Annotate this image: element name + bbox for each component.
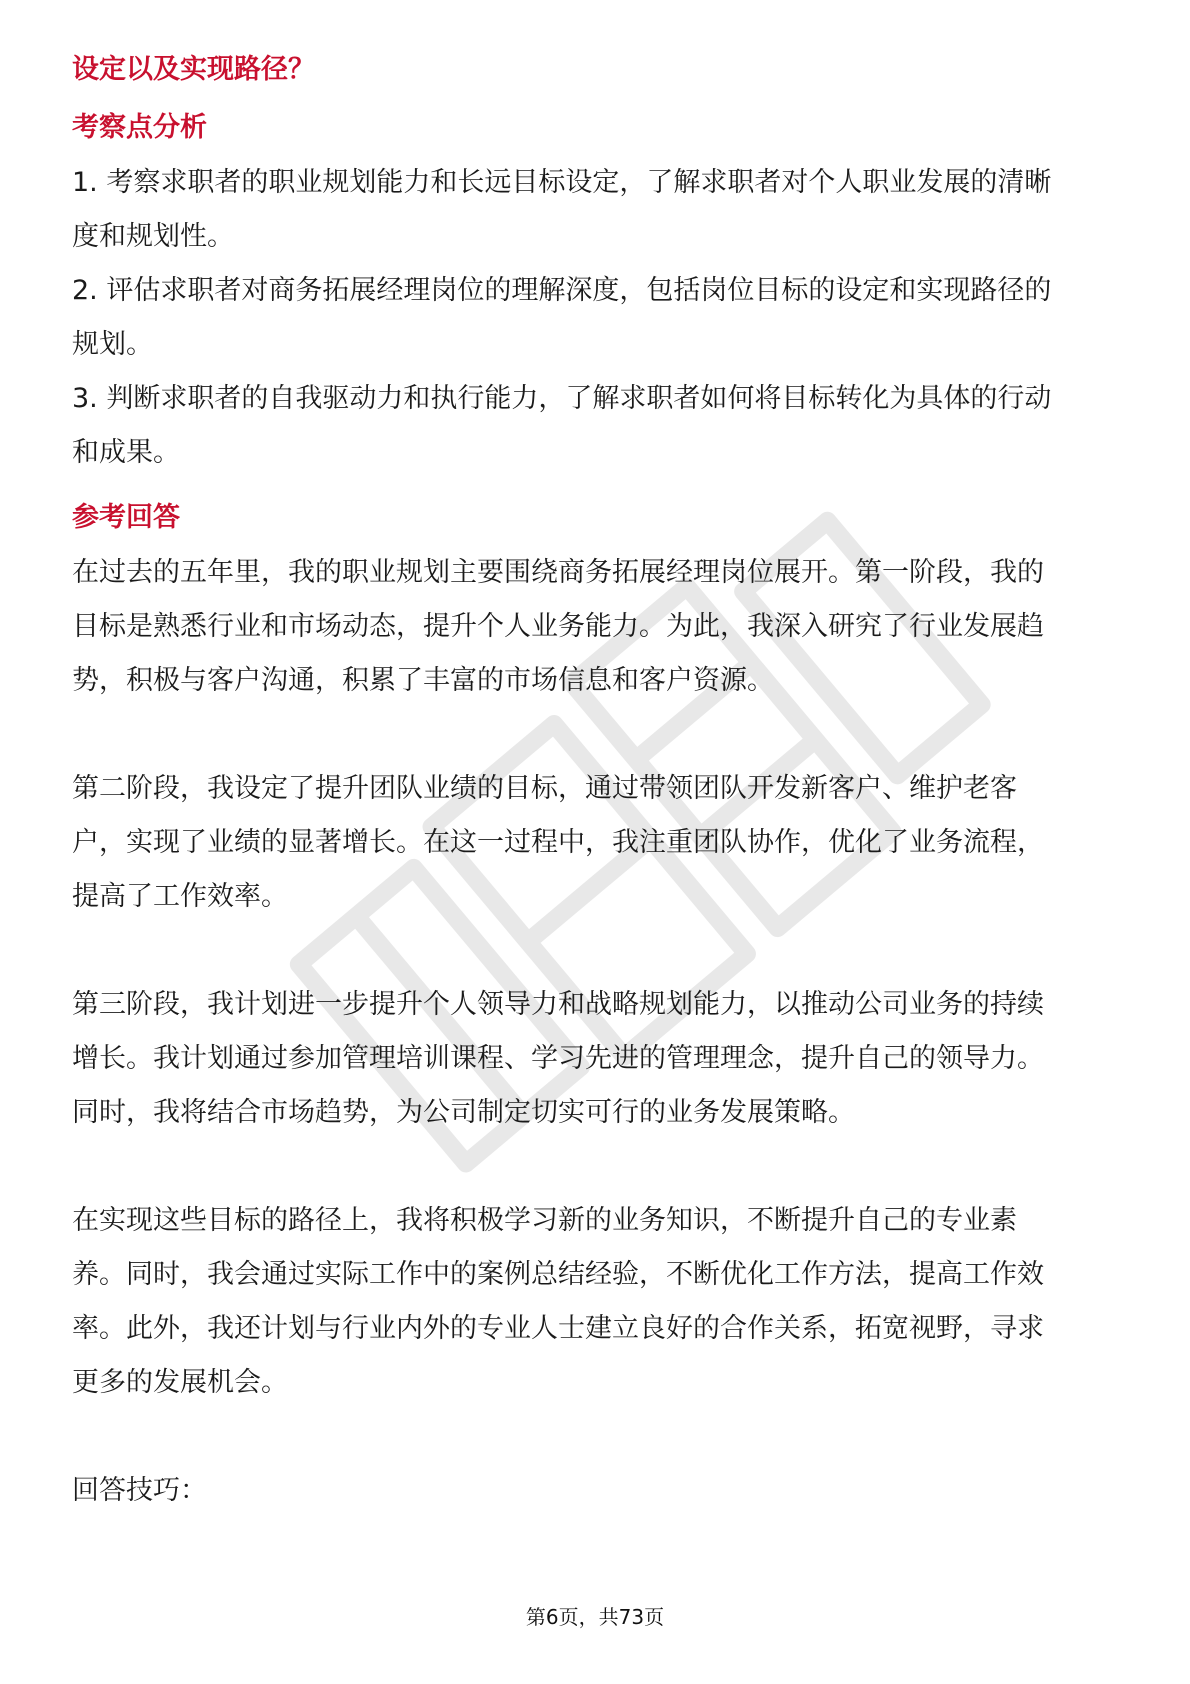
answer-paragraph-4-line: 率。此外，我还计划与行业内外的专业人士建立良好的合作关系，拓宽视野，寻求 xyxy=(72,1313,1044,1344)
answer-paragraph-2-line: 第二阶段，我设定了提升团队业绩的目标，通过带领团队开发新客户、维护老客 xyxy=(72,773,1017,804)
page-content xyxy=(72,50,1122,1518)
answer-paragraph-4-line: 养。同时，我会通过实际工作中的案例总结经验，不断优化工作方法，提高工作效 xyxy=(72,1259,1044,1290)
question-title-continuation: 设定以及实现路径？ xyxy=(72,54,315,85)
analysis-line: 2. 评估求职者对商务拓展经理岗位的理解深度，包括岗位目标的设定和实现路径的 xyxy=(72,275,1052,306)
answer-heading: 参考回答 xyxy=(72,502,180,533)
analysis-line: 和成果。 xyxy=(72,437,180,468)
answer-paragraph-3-line: 同时，我将结合市场趋势，为公司制定切实可行的业务发展策略。 xyxy=(72,1097,855,1128)
answer-paragraph-2-line: 提高了工作效率。 xyxy=(72,881,288,912)
answer-paragraph-1-line: 目标是熟悉行业和市场动态，提升个人业务能力。为此，我深入研究了行业发展趋 xyxy=(72,611,1044,642)
analysis-line: 度和规划性。 xyxy=(72,221,234,252)
answer-paragraph-1-line: 在过去的五年里，我的职业规划主要围绕商务拓展经理岗位展开。第一阶段，我的 xyxy=(72,557,1044,588)
answer-paragraph-2-line: 户，实现了业绩的显著增长。在这一过程中，我注重团队协作，优化了业务流程， xyxy=(72,827,1044,858)
answer-paragraph-4-line: 更多的发展机会。 xyxy=(72,1367,288,1398)
page-number-footer: 第6页，共73页 xyxy=(525,1605,665,1629)
analysis-line: 规划。 xyxy=(72,329,153,360)
answer-paragraph-3-line: 第三阶段，我计划进一步提升个人领导力和战略规划能力，以推动公司业务的持续 xyxy=(72,989,1044,1020)
tips-label: 回答技巧： xyxy=(72,1475,207,1506)
answer-paragraph-3-line: 增长。我计划通过参加管理培训课程、学习先进的管理理念，提升自己的领导力。 xyxy=(72,1043,1044,1074)
analysis-line: 1. 考察求职者的职业规划能力和长远目标设定，了解求职者对个人职业发展的清晰 xyxy=(72,167,1052,198)
answer-paragraph-4-line: 在实现这些目标的路径上，我将积极学习新的业务知识，不断提升自己的专业素 xyxy=(72,1205,1017,1236)
answer-paragraph-1-line: 势，积极与客户沟通，积累了丰富的市场信息和客户资源。 xyxy=(72,665,774,696)
analysis-line: 3. 判断求职者的自我驱动力和执行能力，了解求职者如何将目标转化为具体的行动 xyxy=(72,383,1052,414)
analysis-heading: 考察点分析 xyxy=(72,112,207,143)
